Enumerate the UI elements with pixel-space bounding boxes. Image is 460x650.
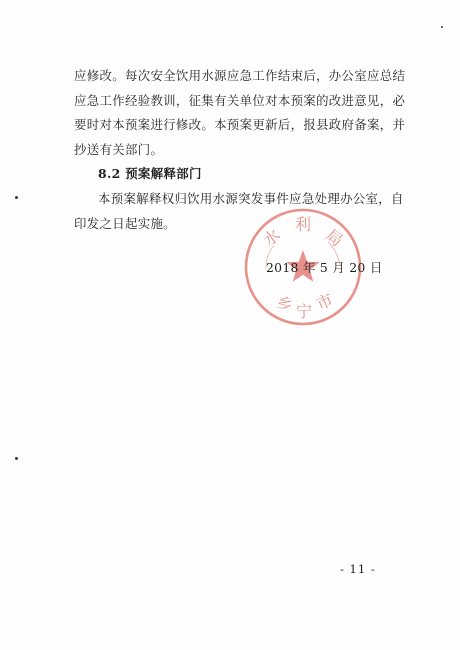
page-number: - 11 -: [340, 562, 376, 576]
svg-text:局: 局: [322, 225, 347, 251]
body-line: 本预案解释权归饮用水源突发事件应急处理办公室，自: [98, 190, 404, 206]
svg-text:宁: 宁: [295, 302, 313, 321]
svg-text:利: 利: [294, 215, 312, 234]
body-line: 要时对本预案进行修改。本预案更新后，报县政府备案，并: [74, 117, 406, 133]
body-line: 应修改。每次安全饮用水源应急工作结束后，办公室应总结: [74, 68, 406, 83]
svg-text:乡: 乡: [273, 292, 296, 317]
section-heading: 8.2 预案解释部门: [98, 166, 202, 182]
svg-text:市: 市: [313, 290, 336, 315]
scan-speck: [15, 457, 18, 460]
body-line: 印发之日起实施。: [74, 215, 176, 231]
body-line: 抄送有关部门。: [74, 141, 164, 157]
signature-date: 2018 年 5 月 20 日: [266, 260, 383, 275]
body-line: 应急工作经验教训，征集有关单位对本预案的改进意见，必: [74, 92, 406, 108]
scan-speck: [441, 26, 443, 28]
scan-speck: [15, 196, 18, 199]
svg-text:水: 水: [259, 225, 284, 251]
